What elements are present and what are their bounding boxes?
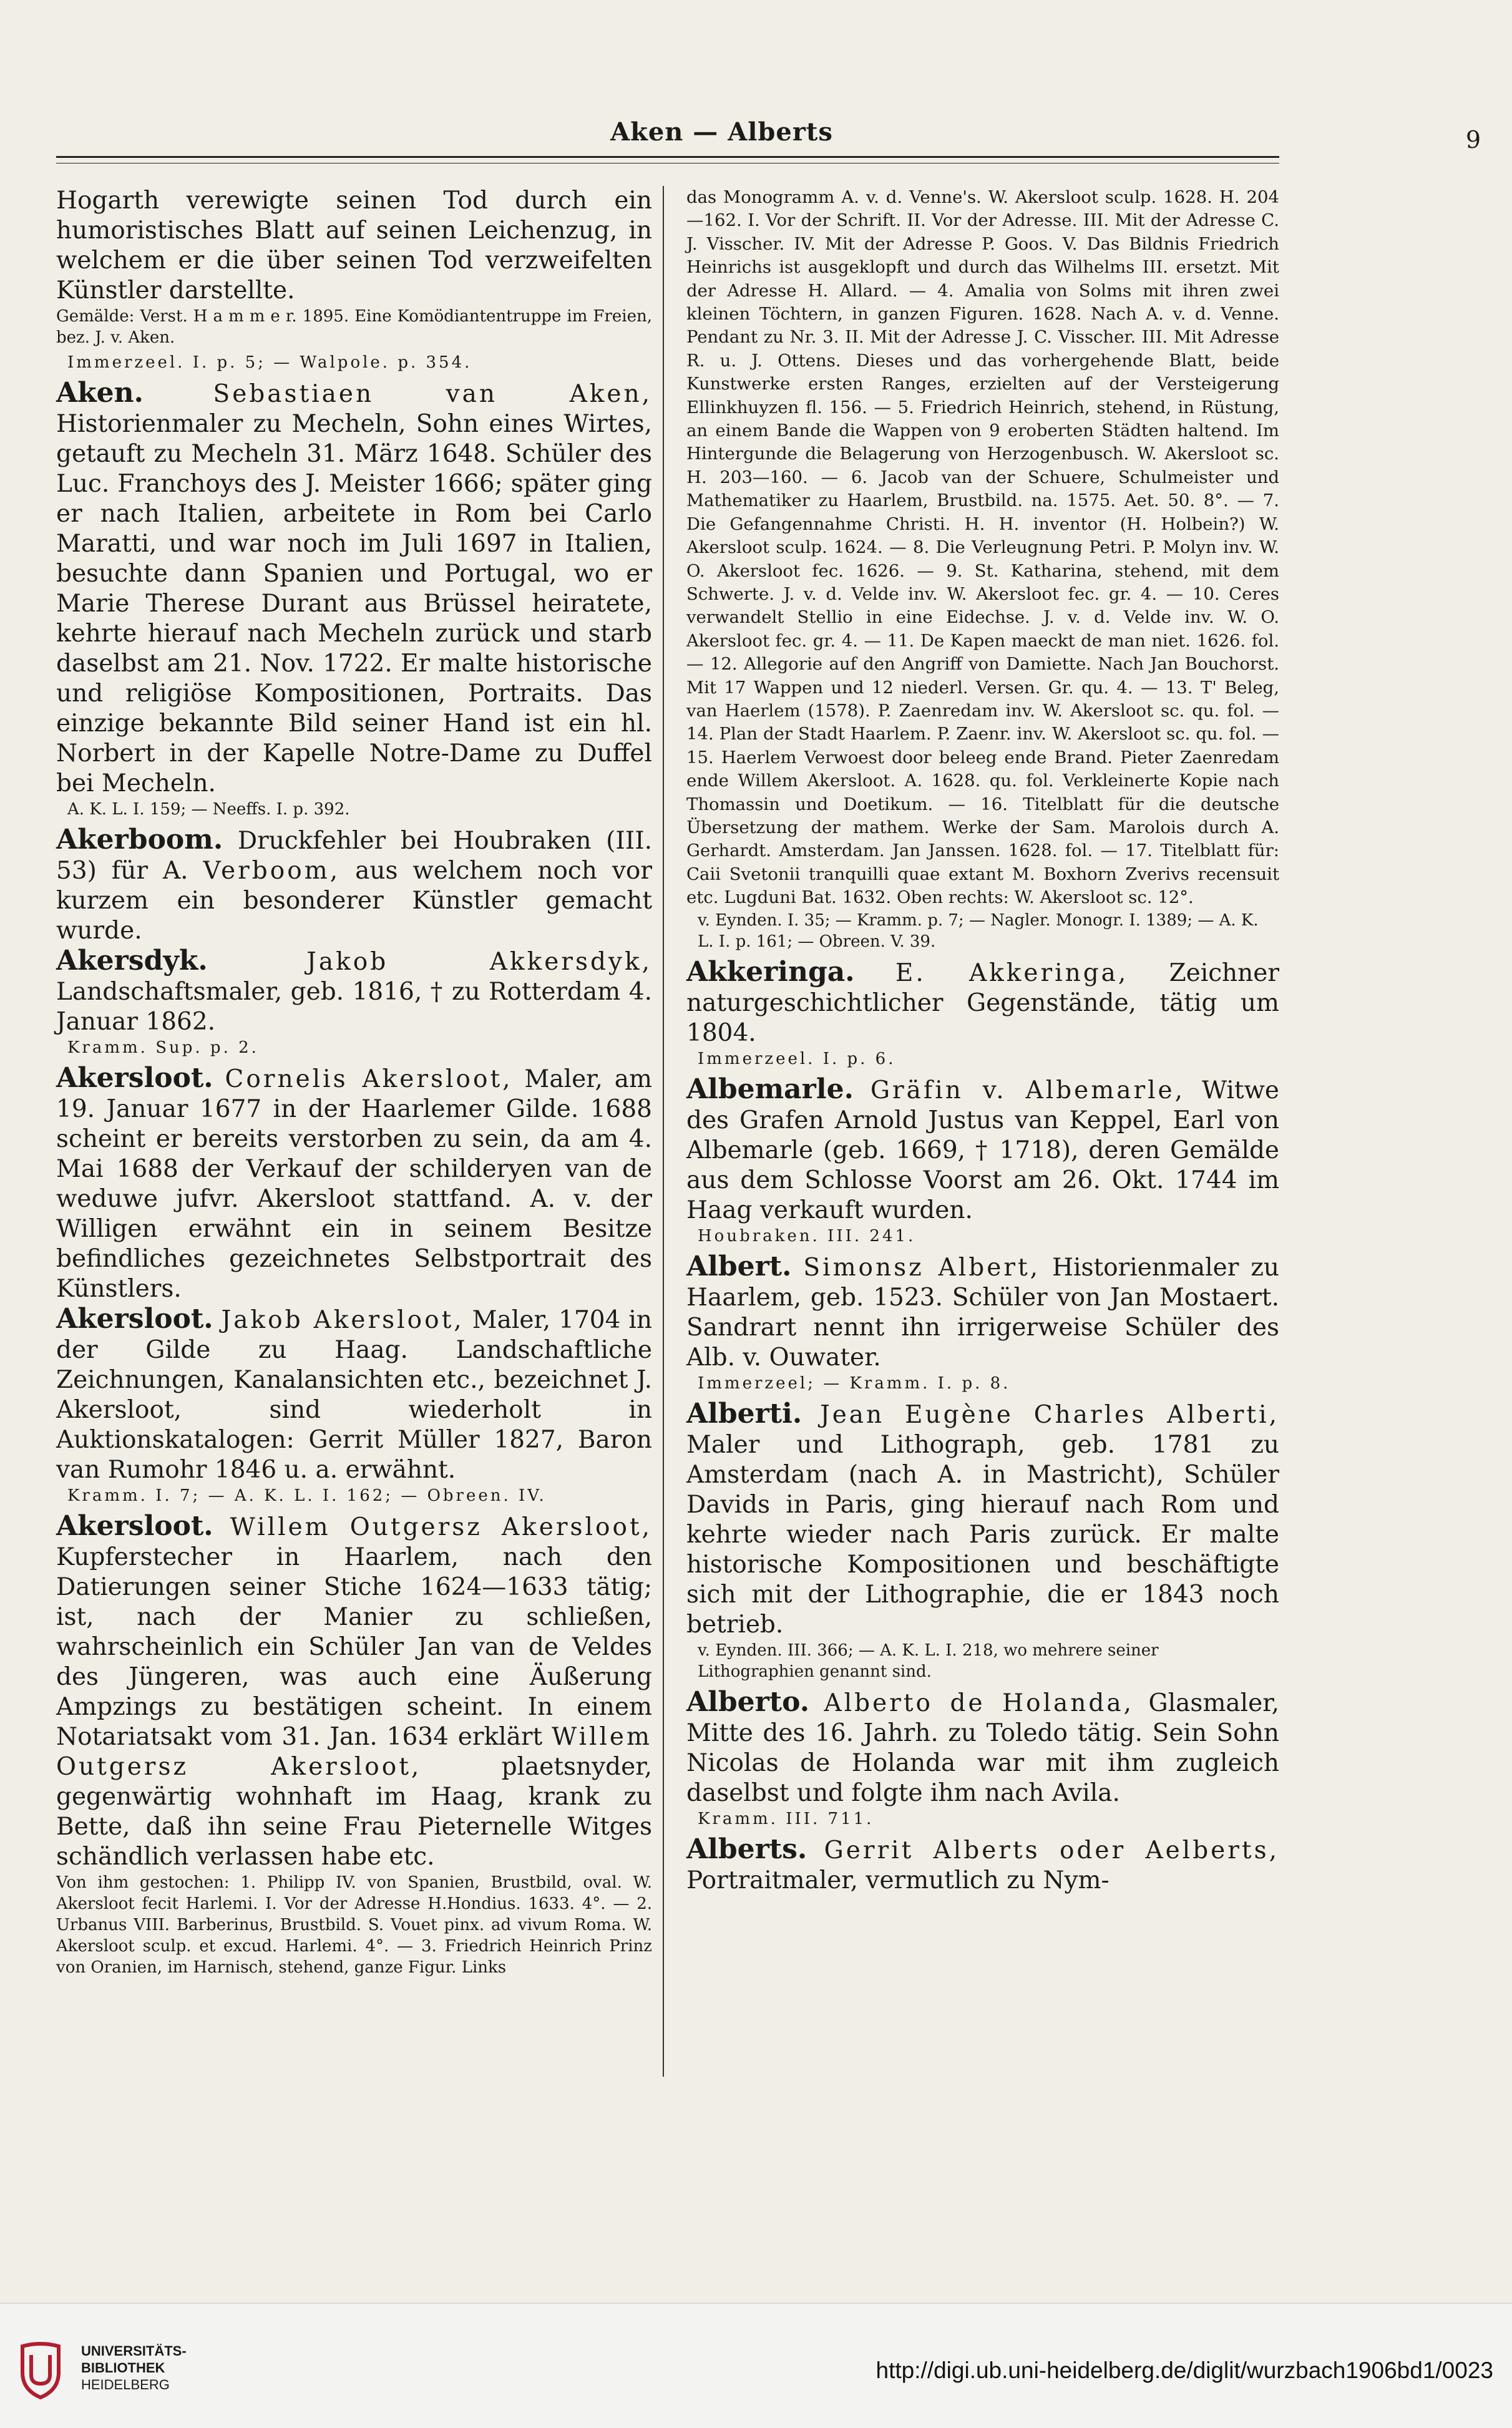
headword: Aken. bbox=[56, 377, 144, 409]
headword: Albert. bbox=[686, 1250, 792, 1282]
entry-text: Druckfehler bei Houbraken (III. 53) für A. bbox=[56, 827, 652, 885]
entry-albemarle bbox=[686, 1075, 1279, 1226]
entry-albert bbox=[686, 1252, 1279, 1373]
entry-text: Maler und Lithograph, geb. 1781 zu Amsterdam (nach A. in Mastricht), Schüler Davids in Paris, ging hierauf nach Rom und kehrte wieder nach Paris zurück. Er malte historische Kompositionen und beschäftigte sich mit der Lithographie, die er 1843 noch betrieb. bbox=[686, 1430, 1279, 1639]
headword: Akkeringa. bbox=[686, 955, 855, 988]
entry-text: aus welchem noch vor kurzem ein besonderer Künstler gemacht wurde. bbox=[56, 857, 652, 945]
entry-reference: Immerzeel; — Kramm. I. p. 8. bbox=[698, 1373, 1011, 1393]
permalink-url[interactable]: http://digi.ub.uni-heidelberg.de/diglit/wurzbach1906bd1/0023 bbox=[875, 2357, 1493, 2383]
entry-text: Witwe des Grafen Arnold Justus van Keppel, Earl von Albemarle (geb. 1669, † 1718), deren Gemälde aus dem Schlosse Voorst am 26. Okt. 1744 im Haag verkauft wurden. bbox=[686, 1076, 1279, 1224]
headword: Alberts. bbox=[686, 1833, 807, 1865]
entry-name: Cornelis Akersloot, bbox=[225, 1065, 513, 1093]
entry-name: Jakob Akkersdyk, bbox=[306, 948, 652, 976]
entry-text: Zeichner naturgeschichtlicher Gegenstände, tätig um 1804. bbox=[686, 958, 1280, 1047]
headword: Akersdyk. bbox=[56, 945, 208, 977]
entry-text: Kupferstecher in Haarlem, nach den Datierungen seiner Stiche 1624—1633 tätig; ist, nach der Manier zu schließen, wahrscheinlich ein Schüler Jan van de Veldes des Jüngeren, was auch eine Äußerung Ampzings zu bestätigen scheint. In einem Notariatsakt vom 31. Jan. 1634 erklärt bbox=[56, 1543, 652, 1751]
entry-reference: Immerzeel. I. p. 5; — Walpole. p. 354. bbox=[67, 353, 472, 372]
entry-akersloot-willem bbox=[56, 1511, 652, 1872]
library-name-line: BIBLIOTHEK bbox=[81, 2360, 165, 2376]
entry-reference: Kramm. I. 7; — A. K. L. I. 162; — Obreen. IV. bbox=[67, 1486, 547, 1505]
library-name-line: HEIDELBERG bbox=[81, 2377, 170, 2392]
entry-text: Maler, 1704 in der Gilde zu Haag. Landschaftliche Zeichnungen, Kanalansichten etc., bezeichnet J. Akersloot, sind wiederholt in Auktionskatalogen: Gerrit Müller 1827, Baron van Rumohr 1846 u. a. erwähnt. bbox=[56, 1306, 653, 1484]
entry-akersloot-jakob bbox=[56, 1304, 652, 1485]
entry-reference: A. K. L. I. 159; — Neeffs. I. p. 392. bbox=[67, 800, 350, 819]
entry-name: Verboom, bbox=[203, 857, 341, 885]
entry-name: Willem Outgersz Akersloot, bbox=[56, 1723, 652, 1781]
entry-small-text: Von ihm gestochen: 1. Philipp IV. von Spanien, Brustbild, oval. W. Akersloot fecit Harlemi. I. Vor der Adresse H.Hondius. 1633. 4°. — 2. Urbanus VIII. Barberinus, Brustbild. S. Vouet pinx. ad vivum Roma. W. Akersloot sculp. et excud. Harlemi. 4°. — 3. Friedrich Heinrich Prinz von Oranien, im Harnisch, stehend, ganze Figur. Links bbox=[56, 1873, 652, 1977]
entry-name: Simonsz Albert, bbox=[803, 1253, 1041, 1282]
library-logo-icon bbox=[17, 2340, 64, 2400]
entry-name: Jakob Akersloot, bbox=[221, 1306, 464, 1334]
right-column bbox=[686, 186, 1279, 1896]
entry-alberti bbox=[686, 1399, 1279, 1640]
entry-reference: Kramm. Sup. p. 2. bbox=[67, 1038, 259, 1057]
column-divider bbox=[663, 186, 664, 2077]
entry-akersdyk bbox=[56, 946, 652, 1037]
headword: Akersloot. bbox=[56, 1062, 213, 1094]
entry-name: Willem Outgersz Akersloot, bbox=[230, 1513, 652, 1541]
left-column bbox=[56, 186, 652, 1982]
headword: Akerboom. bbox=[56, 824, 223, 856]
entry-small-text: das Monogramm A. v. d. Venne's. W. Akersloot sculp. 1628. H. 204—162. I. Vor der Schrift. II. Vor der Adresse. III. Mit der Adresse C. J. Visscher. IV. Mit der Adresse P. Goos. V. Das Bildnis Friedrich Heinrichs ist ausgeklopft und durch das Wilhelms III. ersetzt. Mit der Adresse H. Allard. — 4. Amalia von Solms mit ihren zwei kleinen Töchtern, in ganzen Figuren. 1628. Nach A. v. d. Venne. Pendant zu Nr. 3. II. Mit der Adresse J. C. Visscher. III. Mit Adresse R. u. J. Ottens. Dieses und das vorhergehende Blatt, beide Kunstwerke ersten Ranges, erzielten auf der Versteigerung Ellinkhuyzen fl. 156. — 5. Friedrich Heinrich, stehend, in Rüstung, an einem Bande die Wappen von 9 eroberten Städten haltend. Im Hintergunde die Belagerung von Herzogenbusch. W. Akersloot sc. H. 203—160. — 6. Jacob van der Schuere, Schulmeister und Mathematiker zu Haarlem, Brustbild. na. 1575. Aet. 50. 8°. — 7. Die Gefangennahme Christi. H. H. inventor (H. Holbein?) W. Akersloot sculp. 1624. — 8. Die Verleugnung Petri. P. Molyn inv. W. O. Akersloot fec. 1626. — 9. St. Katharina, stehend, mit dem Schwerte. J. v. d. Velde inv. W. Akersloot fec. gr. 4. — 10. Ceres verwandelt Stellio in eine Eidechse. J. v. d. Velde inv. W. O. Akersloot fec. gr. 4. — 11. De Kapen maeckt de man niet. 1626. fol. — 12. Allegorie auf den Angriff von Damiette. Nach Jan Bouchorst. Mit 17 Wappen und 12 niederl. Versen. Gr. qu. 4. — 13. T' Beleg, van Haerlem (1578). P. Zaenredam inv. W. Akersloot sc. qu. fol. — 14. Plan der Stadt Haarlem. P. Zaenr. inv. W. Akersloot sc. qu. fol. — 15. Haerlem Verwoest door beleeg ende Brand. Pieter Zaenredam ende Willem Akersloot. A. 1628. qu. fol. Verkleinerte Kopie nach Thomassin und Doetikum. — 16. Titelblatt für die deutsche Übersetzung der mathem. Werke der Sam. Marolois durch A. Gerhardt. Amsterdam. Jan Janssen. 1628. fol. — 17. Titelblatt für: Caii Svetonii tranquilli quae extant M. Boxhorn Zverivs recensuit etc. Lugduni Bat. 1632. Oben rechts: W. Akersloot sc. 12°. bbox=[686, 187, 1279, 908]
entry-reference: v. Eynden. I. 35; — Kramm. p. 7; — Nagler. Monogr. I. 1389; — A. K. L. I. p. 161; — Obreen. V. 39. bbox=[698, 910, 1259, 951]
entry-aken bbox=[56, 378, 652, 799]
entry-text: Portraitmaler, vermutlich zu Nym- bbox=[686, 1866, 1110, 1894]
entry-alberto bbox=[686, 1687, 1279, 1808]
entry-name: Sebastiaen van Aken, bbox=[213, 380, 652, 408]
entry-akerboom bbox=[56, 825, 652, 946]
entry-name: Gräfin v. Albemarle, bbox=[870, 1076, 1186, 1104]
entry-reference: v. Eynden. III. 366; — A. K. L. I. 218, wo mehrere seiner Lithographien genannt sind. bbox=[698, 1641, 1159, 1681]
entry-akersloot-cornelis bbox=[56, 1063, 652, 1304]
headword: Akersloot. bbox=[56, 1303, 213, 1335]
entry-akkeringa bbox=[686, 957, 1279, 1048]
footer-bar bbox=[0, 2303, 1512, 2428]
headword: Alberti. bbox=[686, 1397, 802, 1430]
entry-text: Landschaftsmaler, geb. 1816, † zu Rotterdam 4. Januar 1862. bbox=[56, 978, 652, 1036]
entry-text: Maler, am 19. Januar 1677 in der Haarlemer Gilde. 1688 scheint er bereits verstorben zu sein, da am 4. Mai 1688 der Verkauf der schilderyen van de weduwe jufvr. Akersloot stattfand. A. v. der Willigen erwähnt ein in seinem Besitze befindliches gezeichnetes Selbstportrait des Künstlers. bbox=[56, 1065, 652, 1303]
entry-text: plaetsnyder, gegenwärtig wohnhaft im Haag, krank zu Bette, daß ihn seine Frau Pieternelle Witges schändlich verlassen habe etc. bbox=[56, 1753, 652, 1871]
entry-reference: Houbraken. III. 241. bbox=[698, 1226, 916, 1246]
header-rule bbox=[56, 156, 1279, 163]
headword: Akersloot. bbox=[56, 1510, 213, 1542]
entry-text: Historienmaler zu Haarlem, geb. 1523. Schüler von Jan Mostaert. Sandrart nennt ihn irrigerweise Schüler des Alb. v. Ouwater. bbox=[686, 1253, 1279, 1372]
entry-text: Glasmaler, Mitte des 16. Jahrh. zu Toledo tätig. Sein Sohn Nicolas de Holanda war mit ihm zugleich daselbst und folgte ihm nach Avila. bbox=[686, 1689, 1279, 1807]
running-head bbox=[56, 117, 1481, 155]
entry-reference: Kramm. III. 711. bbox=[698, 1809, 874, 1828]
entry-reference: Immerzeel. I. p. 6. bbox=[698, 1049, 896, 1068]
headword: Albemarle. bbox=[686, 1073, 854, 1105]
entry-small-text: Gemälde: Verst. H a m m e r. 1895. Eine Komödiantentruppe im Freien, bez. J. v. Aken. bbox=[56, 307, 652, 347]
entry-text: Hogarth verewigte seinen Tod durch ein humoristisches Blatt auf seinen Leichenzug, in welchem er die über seinen Tod verzweifelten Künstler darstellte. bbox=[56, 187, 652, 305]
entry-name: Gerrit Alberts oder Aelberts, bbox=[824, 1836, 1279, 1865]
entry-text: Historienmaler zu Mecheln, Sohn eines Wirtes, getauft zu Mecheln 31. März 1648. Schüler des Luc. Franchoys des J. Meister 1666; später ging er nach Italien, arbeitete in Rom bei Carlo Maratti, und war noch im Juli 1697 in Italien, besuchte dann Spanien und Portugal, wo er Marie Therese Durant aus Brüssel heiratete, kehrte hierauf nach Mecheln zurück und starb daselbst am 21. Nov. 1722. Er malte historische und religiöse Kompositionen, Portraits. Das einzige bekannte Bild seiner Hand ist ein hl. Norbert in der Kapelle Notre-Dame zu Duffel bei Mecheln. bbox=[56, 410, 652, 797]
running-title: Aken — Alberts bbox=[610, 117, 833, 147]
entry-alberts bbox=[686, 1835, 1279, 1896]
entry-name: Alberto de Holanda, bbox=[824, 1689, 1134, 1717]
footer-rule bbox=[0, 2303, 1512, 2304]
entry-name: Jean Eugène Charles Alberti, bbox=[820, 1400, 1279, 1429]
page-number: 9 bbox=[1465, 126, 1481, 154]
entry-name: E. Akkeringa, bbox=[895, 958, 1129, 987]
library-name-line: UNIVERSITÄTS- bbox=[81, 2343, 187, 2359]
headword: Alberto. bbox=[686, 1685, 810, 1718]
library-name bbox=[81, 2343, 187, 2393]
